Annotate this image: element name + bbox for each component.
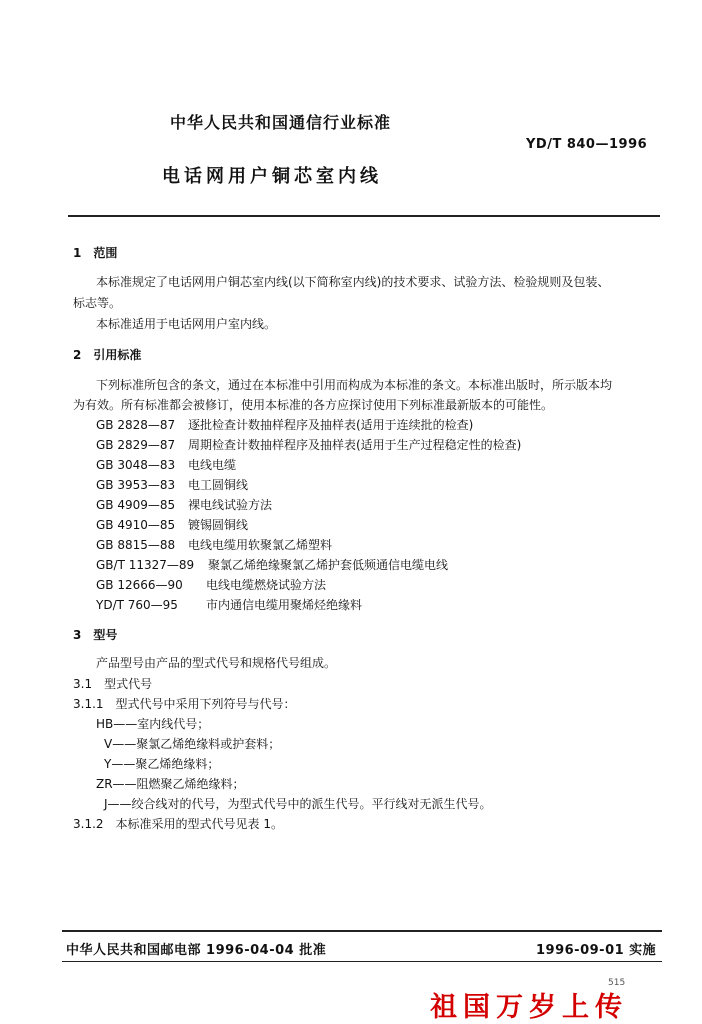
standard-title: 中华人民共和国通信行业标准 [170, 113, 392, 132]
reference-title: 聚氯乙烯绝缘聚氯乙烯护套低频通信电缆电线 [208, 558, 449, 572]
section-2-intro-b: 为有效。所有标准都会被修订，使用本标准的各方应探讨使用下列标准最新版本的可能性。 [73, 398, 554, 412]
section-1-para-1a: 本标准规定了电话网用户铜芯室内线(以下简称室内线)的技术要求、试验方法、检验规则及包装、 [96, 275, 610, 289]
subsection-3-1-2: 3.1.2 本标准采用的型式代号见表 1。 [73, 817, 283, 831]
reference-code: GB 3048—83 [96, 458, 176, 472]
footer-divider [62, 930, 662, 932]
reference-title: 裸电线试验方法 [188, 498, 273, 512]
code-item-hb: HB——室内线代号； [96, 717, 210, 731]
reference-item [96, 536, 332, 553]
reference-code: GB 4909—85 [96, 498, 176, 512]
reference-item [96, 416, 473, 433]
reference-title: 电线电缆 [188, 458, 237, 472]
section-1-para-2: 本标准适用于电话网用户室内线。 [96, 317, 277, 331]
reference-item [96, 556, 448, 573]
reference-item [96, 436, 521, 453]
page-number: 515 [608, 978, 626, 988]
reference-code: GB 8815—88 [96, 538, 176, 552]
subsection-3-1: 3.1 型式代号 [73, 677, 153, 691]
reference-code: GB 2829—87 [96, 438, 176, 452]
reference-code: GB 12666—90 [96, 578, 183, 592]
reference-code: GB 3953—83 [96, 478, 176, 492]
reference-item [96, 596, 362, 613]
reference-title: 市内通信电缆用聚烯烃绝缘料 [206, 598, 363, 612]
standard-code: YD/T 840—1996 [526, 137, 648, 152]
reference-title: 电工圆铜线 [188, 478, 249, 492]
reference-title: 逐批检查计数抽样程序及抽样表(适用于连续批的检查) [188, 418, 474, 432]
reference-code: GB 2828—87 [96, 418, 176, 432]
reference-title: 镀锡圆铜线 [188, 518, 249, 532]
section-3-intro: 产品型号由产品的型式代号和规格代号组成。 [96, 656, 337, 670]
reference-item [96, 496, 272, 513]
section-1-heading: 1 范围 [73, 246, 118, 260]
reference-code: YD/T 760—95 [96, 598, 178, 612]
upload-watermark: 祖国万岁上传 [430, 992, 628, 1023]
document-title: 电话网用户铜芯室内线 [162, 166, 382, 187]
reference-title: 电线电缆燃烧试验方法 [206, 578, 327, 592]
reference-title: 电线电缆用软聚氯乙烯塑料 [188, 538, 333, 552]
section-1-para-1b: 标志等。 [73, 296, 122, 310]
code-item-y: Y——聚乙烯绝缘料； [104, 757, 220, 771]
reference-item [96, 516, 248, 533]
header-divider [68, 215, 660, 217]
effective-date: 1996-09-01 实施 [536, 943, 657, 958]
code-item-v: V——聚氯乙烯绝缘料或护套料； [104, 737, 281, 751]
reference-title: 周期检查计数抽样程序及抽样表(适用于生产过程稳定性的检查) [188, 438, 522, 452]
section-2-intro-a: 下列标准所包含的条文，通过在本标准中引用而构成为本标准的条文。本标准出版时，所示版本均 [96, 378, 613, 392]
approval-line: 中华人民共和国邮电部 1996-04-04 批准 [66, 943, 327, 958]
code-item-zr: ZR——阻燃聚乙烯绝缘料； [96, 777, 245, 791]
footer-bottom-rule [62, 961, 662, 962]
subsection-3-1-1: 3.1.1 型式代号中采用下列符号与代号： [73, 697, 296, 711]
reference-item [96, 476, 248, 493]
reference-item [96, 456, 236, 473]
reference-code: GB/T 11327—89 [96, 558, 195, 572]
code-item-j: J——绞合线对的代号，为型式代号中的派生代号。平行线对无派生代号。 [104, 797, 492, 811]
reference-item [96, 576, 326, 593]
section-3-heading: 3 型号 [73, 628, 118, 642]
section-2-heading: 2 引用标准 [73, 348, 142, 362]
reference-code: GB 4910—85 [96, 518, 176, 532]
